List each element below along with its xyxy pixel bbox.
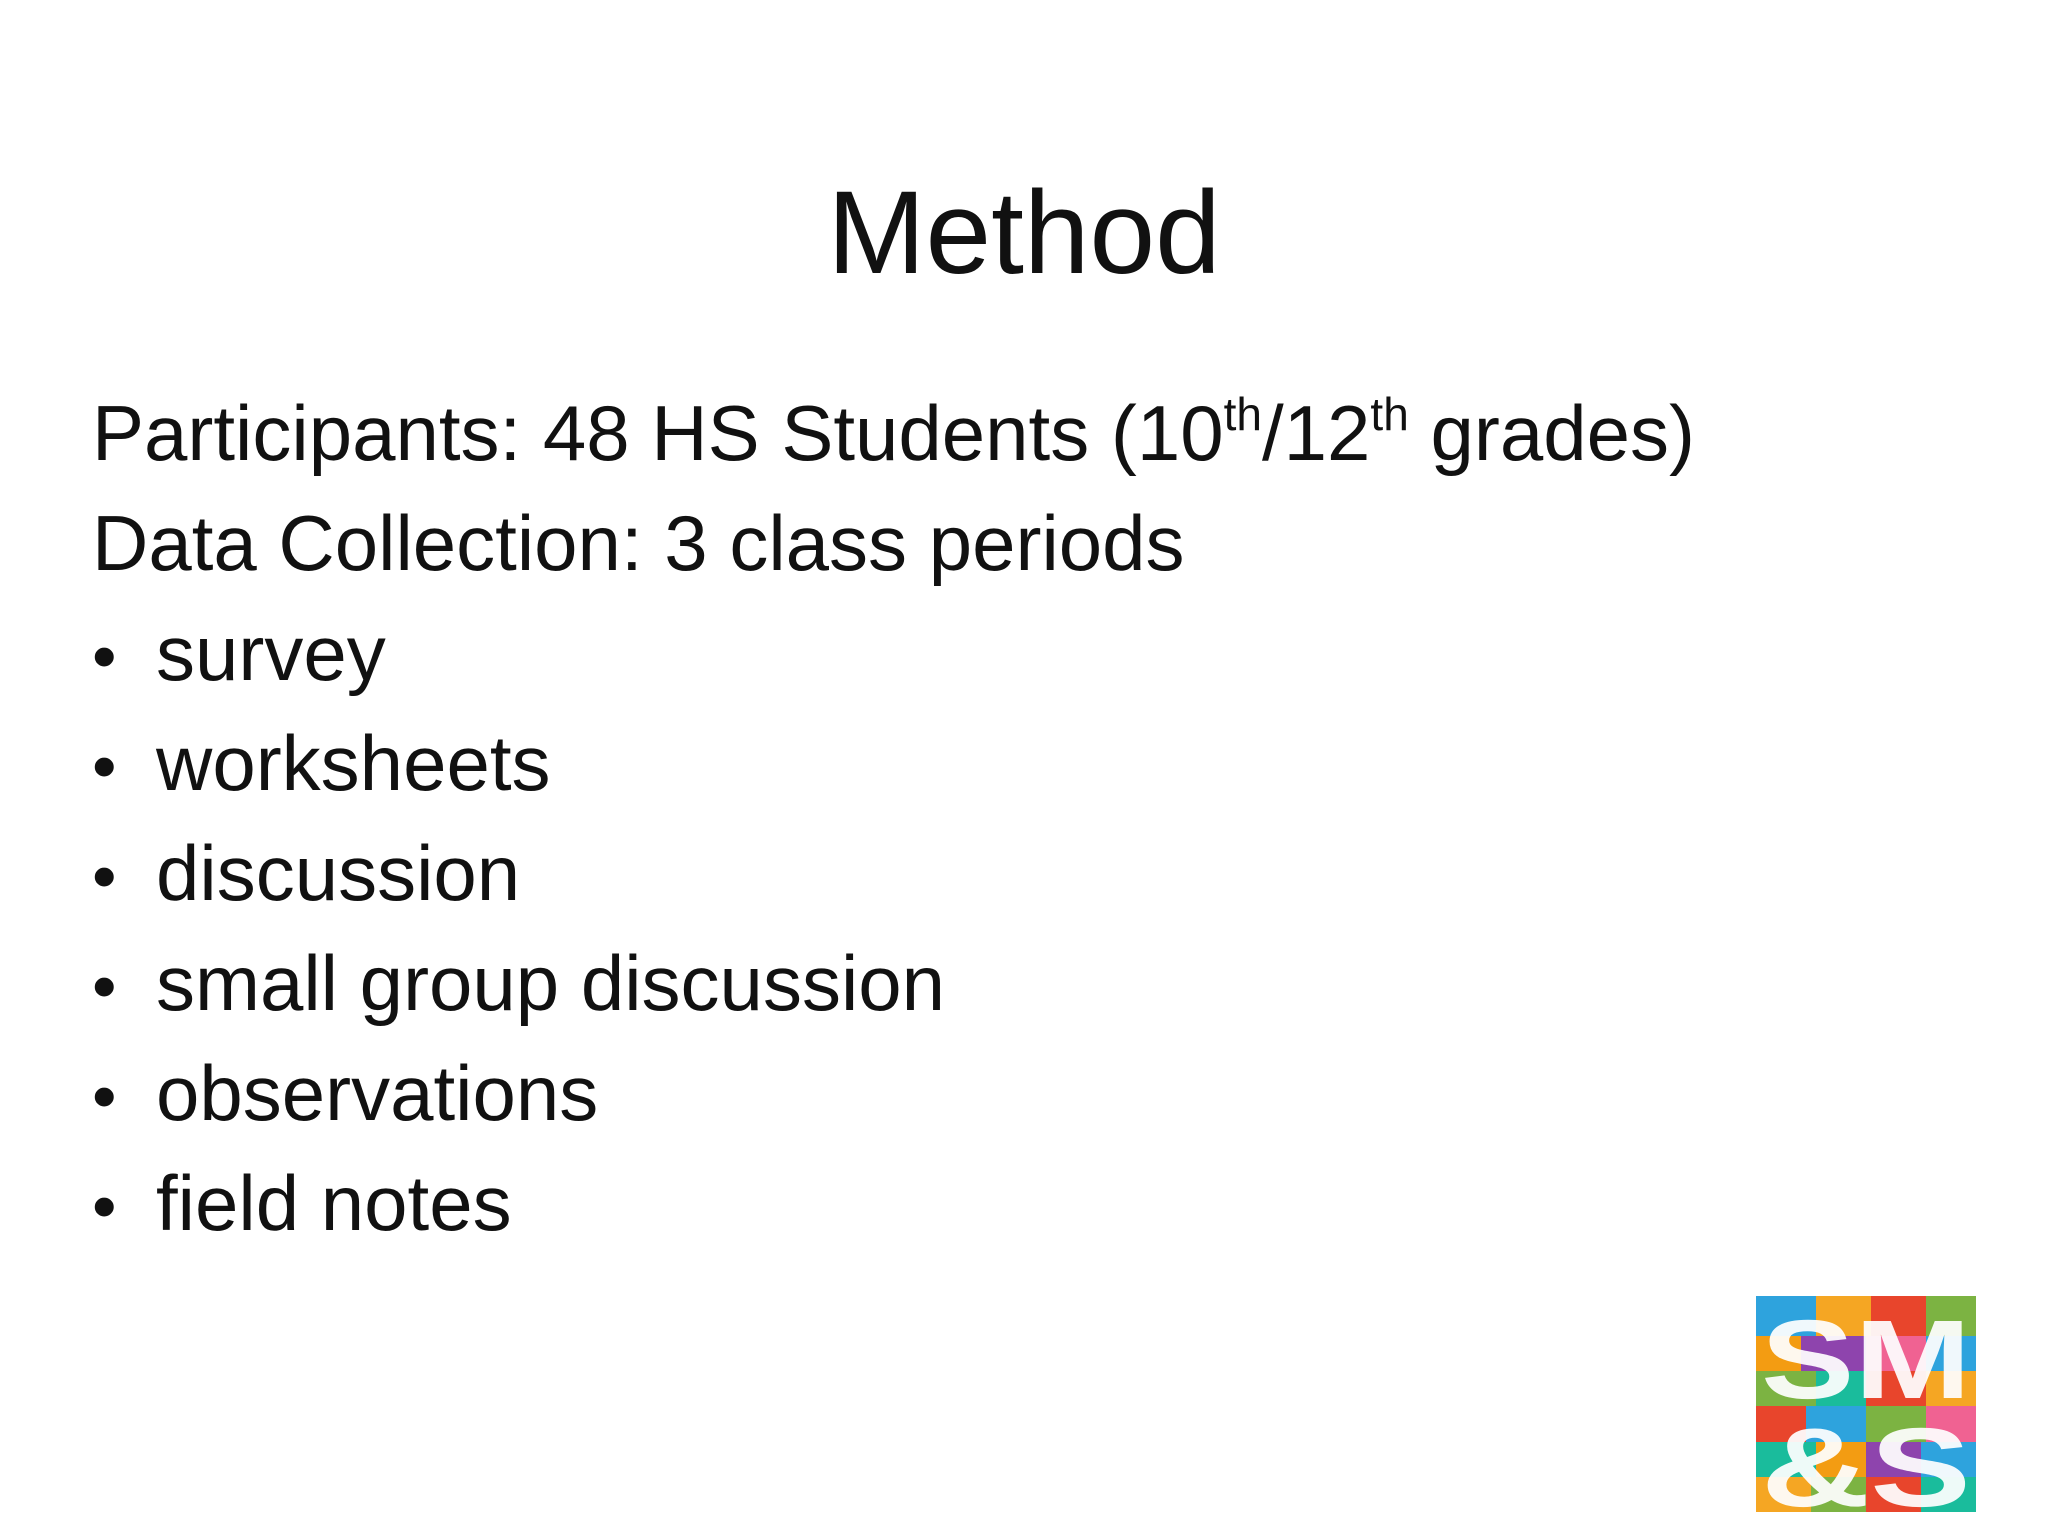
bullet-text: survey bbox=[156, 609, 386, 697]
bullet-icon: • bbox=[92, 837, 117, 915]
method-bullet-list bbox=[92, 598, 1972, 1258]
logo-text-top: SM bbox=[1761, 1297, 1971, 1422]
participants-suffix: grades) bbox=[1408, 389, 1695, 477]
list-item bbox=[92, 1038, 1972, 1148]
list-item bbox=[92, 928, 1972, 1038]
slide-title: Method bbox=[827, 167, 1221, 299]
bullet-icon: • bbox=[92, 1057, 117, 1135]
bullet-icon: • bbox=[92, 1167, 117, 1245]
participants-line bbox=[92, 378, 1972, 488]
logo-text-bottom: &S bbox=[1761, 1405, 1971, 1512]
bullet-icon: • bbox=[92, 617, 117, 695]
list-item bbox=[92, 708, 1972, 818]
bullet-icon: • bbox=[92, 727, 117, 805]
list-item bbox=[92, 818, 1972, 928]
participants-sup-2: th bbox=[1370, 388, 1409, 440]
list-item bbox=[92, 598, 1972, 708]
slide-body bbox=[92, 378, 1972, 1258]
bullet-text: observations bbox=[156, 1049, 599, 1137]
bullet-text: small group discussion bbox=[156, 939, 946, 1027]
participants-sup-1: th bbox=[1223, 388, 1262, 440]
bullet-text: field notes bbox=[156, 1159, 512, 1247]
bullet-text: discussion bbox=[156, 829, 521, 917]
bullet-icon: • bbox=[92, 947, 117, 1025]
list-item bbox=[92, 1148, 1972, 1258]
participants-middle: /12 bbox=[1261, 389, 1371, 477]
sms-logo bbox=[1756, 1296, 1976, 1512]
bullet-text: worksheets bbox=[156, 719, 551, 807]
participants-prefix: Participants: 48 HS Students (10 bbox=[92, 389, 1224, 477]
data-collection-line: Data Collection: 3 class periods bbox=[92, 499, 1185, 587]
